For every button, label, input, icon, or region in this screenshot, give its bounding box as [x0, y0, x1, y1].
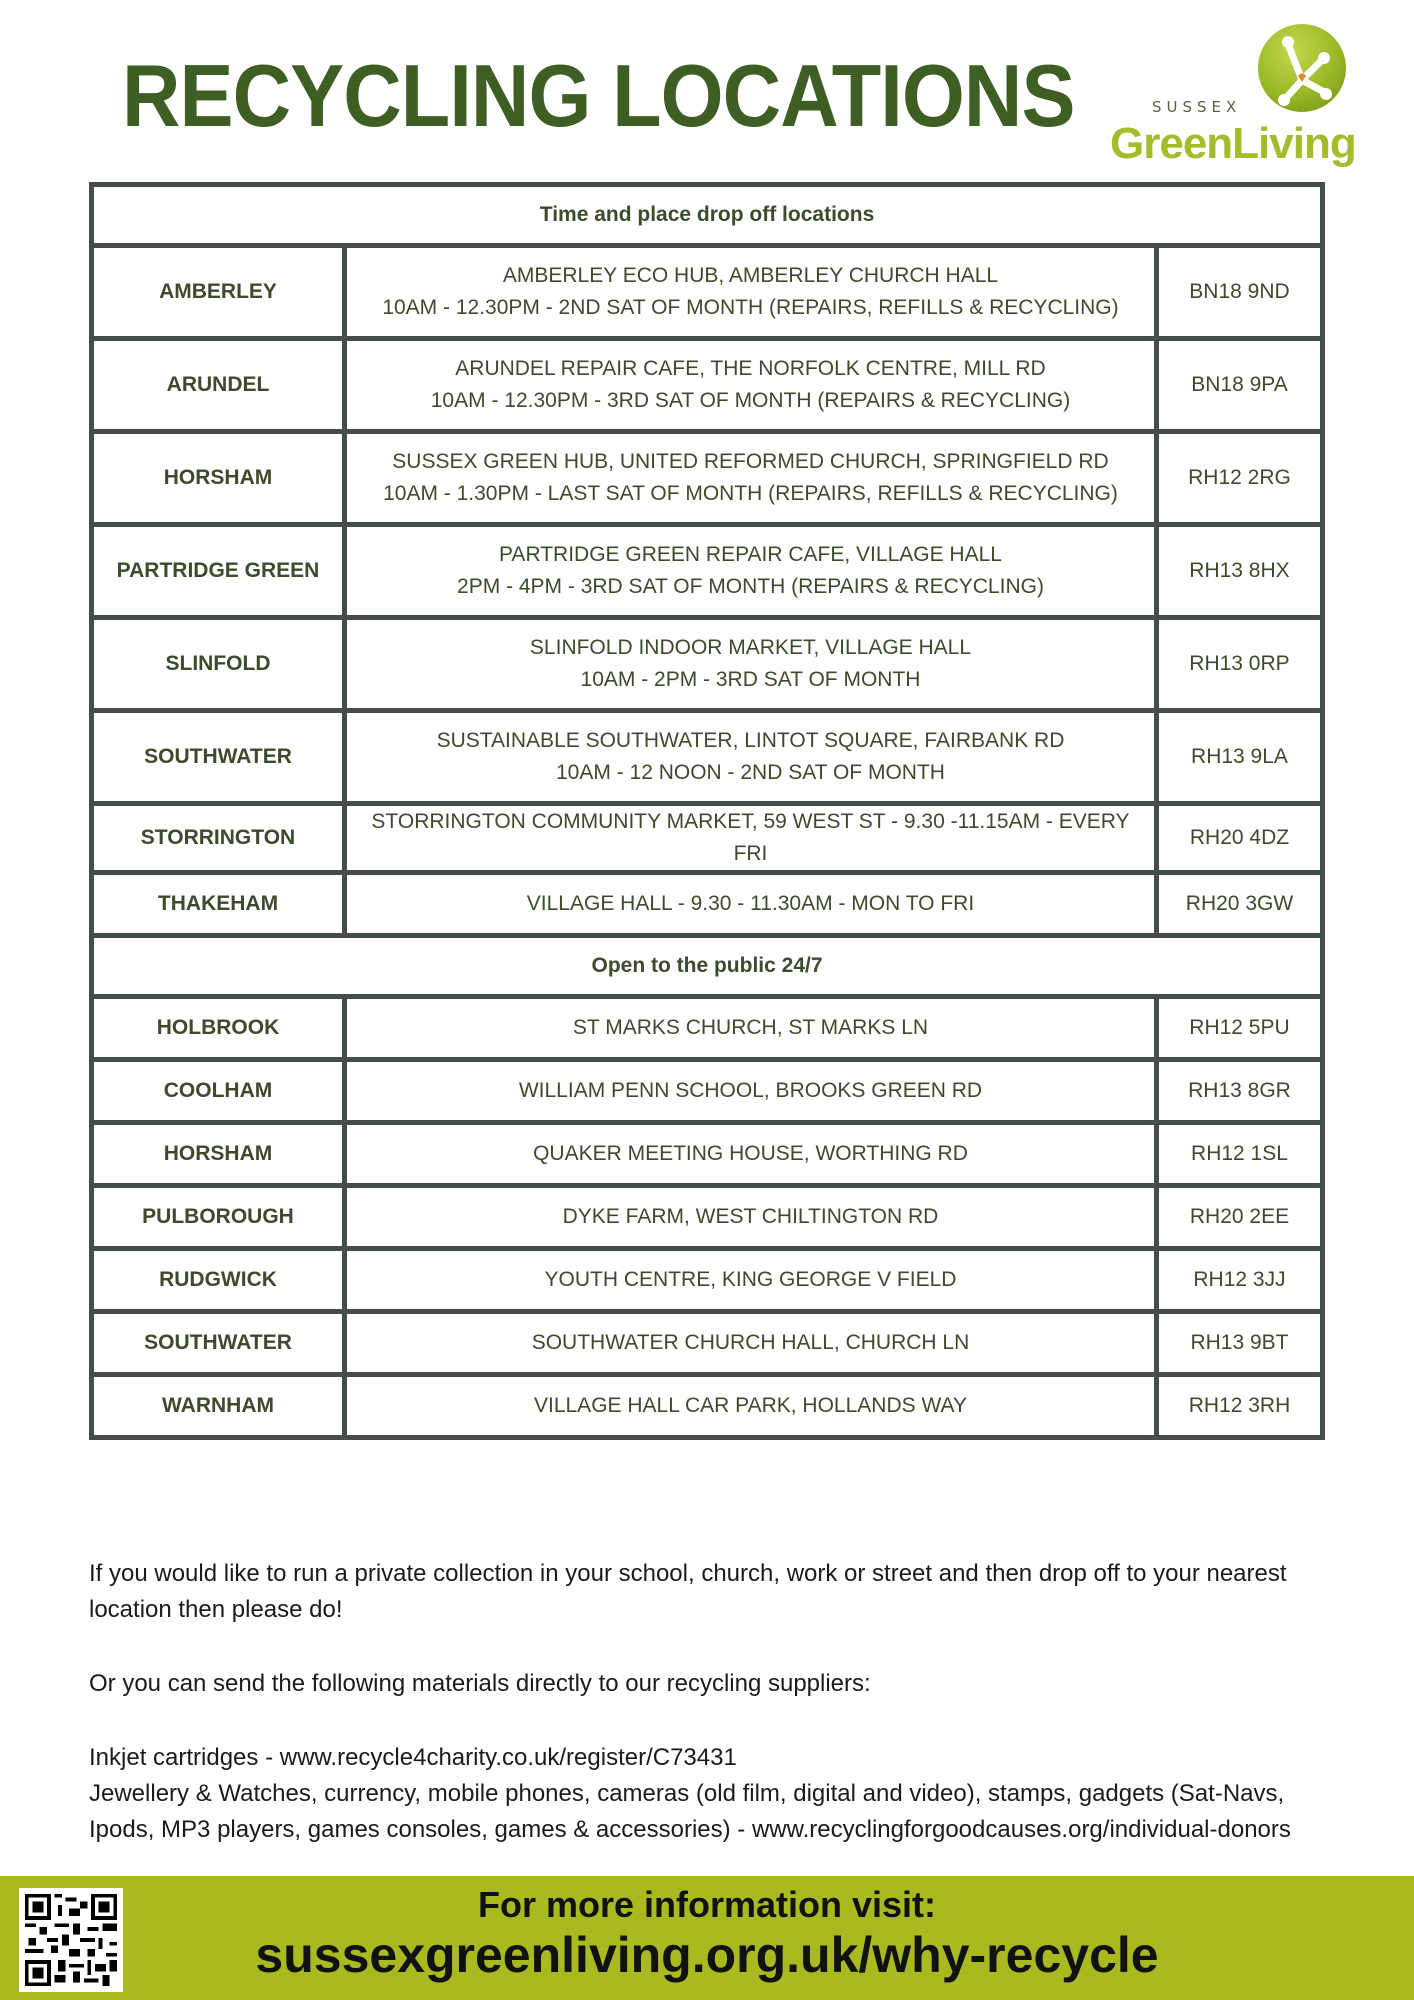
- open24-section-heading: Open to the public 24/7: [92, 936, 1323, 997]
- section-header-row: [92, 936, 1323, 997]
- postcode-cell: BN18 9PA: [1156, 339, 1322, 432]
- table-row: [92, 1312, 1323, 1375]
- section-header-row: [92, 185, 1323, 246]
- more-info-label: For more information visit:: [477, 1884, 937, 1925]
- table-row: [92, 1060, 1323, 1123]
- address-line: SUSTAINABLE SOUTHWATER, LINTOT SQUARE, FAIRBANK RD: [436, 729, 1065, 752]
- town-cell: SLINFOLD: [92, 618, 345, 711]
- address-line: ARUNDEL REPAIR CAFE, THE NORFOLK CENTRE, MILL RD: [455, 357, 1046, 380]
- private-collection-paragraph: If you would like to run a private collection in your school, church, work or street and then drop off to your nearest location then please do!: [89, 1560, 1287, 1623]
- times-line: 10AM - 12.30PM - 3RD SAT OF MONTH (REPAIRS & RECYCLING): [430, 389, 1071, 412]
- table-row: [92, 1123, 1323, 1186]
- postcode-cell: RH12 2RG: [1156, 432, 1322, 525]
- table-row: [92, 711, 1323, 804]
- address-line: PARTRIDGE GREEN REPAIR CAFE, VILLAGE HALL: [498, 543, 1002, 566]
- times-line: 10AM - 12 NOON - 2ND SAT OF MONTH: [556, 761, 945, 784]
- town-cell: HOLBROOK: [92, 997, 345, 1060]
- address-cell: [345, 618, 1157, 711]
- address-cell: [345, 339, 1157, 432]
- town-cell: ARUNDEL: [92, 339, 345, 432]
- address-line: AMBERLEY ECO HUB, AMBERLEY CHURCH HALL: [502, 264, 999, 287]
- address-cell: DYKE FARM, WEST CHILTINGTON RD: [345, 1186, 1157, 1249]
- address-cell: VILLAGE HALL CAR PARK, HOLLANDS WAY: [345, 1375, 1157, 1438]
- address-cell: [345, 525, 1157, 618]
- logo-wordmark: GreenLiving: [1110, 119, 1356, 168]
- postcode-cell: RH13 8HX: [1156, 525, 1322, 618]
- times-line: 2PM - 4PM - 3RD SAT OF MONTH (REPAIRS & RECYCLING): [457, 575, 1044, 598]
- locations-table: [89, 182, 1325, 1440]
- address-cell: ST MARKS CHURCH, ST MARKS LN: [345, 997, 1157, 1060]
- town-cell: PULBOROUGH: [92, 1186, 345, 1249]
- inkjet-supplier-line: Inkjet cartridges - www.recycle4charity.co.uk/register/C73431: [89, 1744, 737, 1771]
- table-row: [92, 246, 1323, 339]
- table-row: [92, 525, 1323, 618]
- info-text: [89, 1556, 1339, 1848]
- town-cell: AMBERLEY: [92, 246, 345, 339]
- postcode-cell: RH12 5PU: [1156, 997, 1322, 1060]
- town-cell: RUDGWICK: [92, 1249, 345, 1312]
- postcode-cell: RH12 1SL: [1156, 1123, 1322, 1186]
- address-cell: [345, 432, 1157, 525]
- dropoff-section-heading: Time and place drop off locations: [92, 185, 1323, 246]
- address-cell: VILLAGE HALL - 9.30 - 11.30AM - MON TO FRI: [345, 873, 1157, 936]
- postcode-cell: BN18 9ND: [1156, 246, 1322, 339]
- times-line: 10AM - 2PM - 3RD SAT OF MONTH: [580, 668, 921, 691]
- postcode-cell: RH20 4DZ: [1156, 804, 1322, 873]
- town-cell: STORRINGTON: [92, 804, 345, 873]
- postcode-cell: RH12 3RH: [1156, 1375, 1322, 1438]
- suppliers-intro-paragraph: Or you can send the following materials directly to our recycling suppliers:: [89, 1670, 871, 1697]
- postcode-cell: RH20 2EE: [1156, 1186, 1322, 1249]
- times-line: 10AM - 1.30PM - LAST SAT OF MONTH (REPAIRS, REFILLS & RECYCLING): [383, 482, 1118, 505]
- address-cell: YOUTH CENTRE, KING GEORGE V FIELD: [345, 1249, 1157, 1312]
- address-cell: QUAKER MEETING HOUSE, WORTHING RD: [345, 1123, 1157, 1186]
- postcode-cell: RH20 3GW: [1156, 873, 1322, 936]
- website-link[interactable]: sussexgreenliving.org.uk/why-recycle: [255, 1927, 1159, 1983]
- table-row: [92, 432, 1323, 525]
- town-cell: HORSHAM: [92, 1123, 345, 1186]
- address-cell: [345, 246, 1157, 339]
- address-cell: STORRINGTON COMMUNITY MARKET, 59 WEST ST - 9.30 -11.15AM - EVERY FRI: [345, 804, 1157, 873]
- address-cell: [345, 711, 1157, 804]
- town-cell: HORSHAM: [92, 432, 345, 525]
- times-line: 10AM - 12.30PM - 2ND SAT OF MONTH (REPAIRS, REFILLS & RECYCLING): [382, 296, 1119, 319]
- postcode-cell: RH13 0RP: [1156, 618, 1322, 711]
- page-title: RECYCLING LOCATIONS: [122, 46, 1075, 145]
- sussex-green-living-logo: [1108, 24, 1398, 170]
- address-line: SUSSEX GREEN HUB, UNITED REFORMED CHURCH, SPRINGFIELD RD: [392, 450, 1109, 473]
- footer-banner: [0, 1876, 1414, 2000]
- frog-footprint-icon: [1258, 24, 1346, 112]
- logo-prefix: SUSSEX: [1152, 98, 1242, 116]
- address-cell: SOUTHWATER CHURCH HALL, CHURCH LN: [345, 1312, 1157, 1375]
- table-row: [92, 339, 1323, 432]
- town-cell: SOUTHWATER: [92, 711, 345, 804]
- postcode-cell: RH13 9BT: [1156, 1312, 1322, 1375]
- postcode-cell: RH13 8GR: [1156, 1060, 1322, 1123]
- table-row: [92, 873, 1323, 936]
- table-row: [92, 997, 1323, 1060]
- table-row: [92, 804, 1323, 873]
- address-cell: WILLIAM PENN SCHOOL, BROOKS GREEN RD: [345, 1060, 1157, 1123]
- table-row: [92, 1375, 1323, 1438]
- table-row: [92, 1249, 1323, 1312]
- postcode-cell: RH12 3JJ: [1156, 1249, 1322, 1312]
- table-row: [92, 618, 1323, 711]
- address-line: SLINFOLD INDOOR MARKET, VILLAGE HALL: [529, 636, 972, 659]
- town-cell: WARNHAM: [92, 1375, 345, 1438]
- postcode-cell: RH13 9LA: [1156, 711, 1322, 804]
- town-cell: COOLHAM: [92, 1060, 345, 1123]
- jewellery-supplier-line: Jewellery & Watches, currency, mobile phones, cameras (old film, digital and video), stamps, gadgets (Sat-Navs, Ipods, MP3 players, games consoles, games & accessories) - www.recyclingforgoodcauses.org/individual-donors: [89, 1780, 1291, 1843]
- town-cell: SOUTHWATER: [92, 1312, 345, 1375]
- town-cell: PARTRIDGE GREEN: [92, 525, 345, 618]
- town-cell: THAKEHAM: [92, 873, 345, 936]
- table-row: [92, 1186, 1323, 1249]
